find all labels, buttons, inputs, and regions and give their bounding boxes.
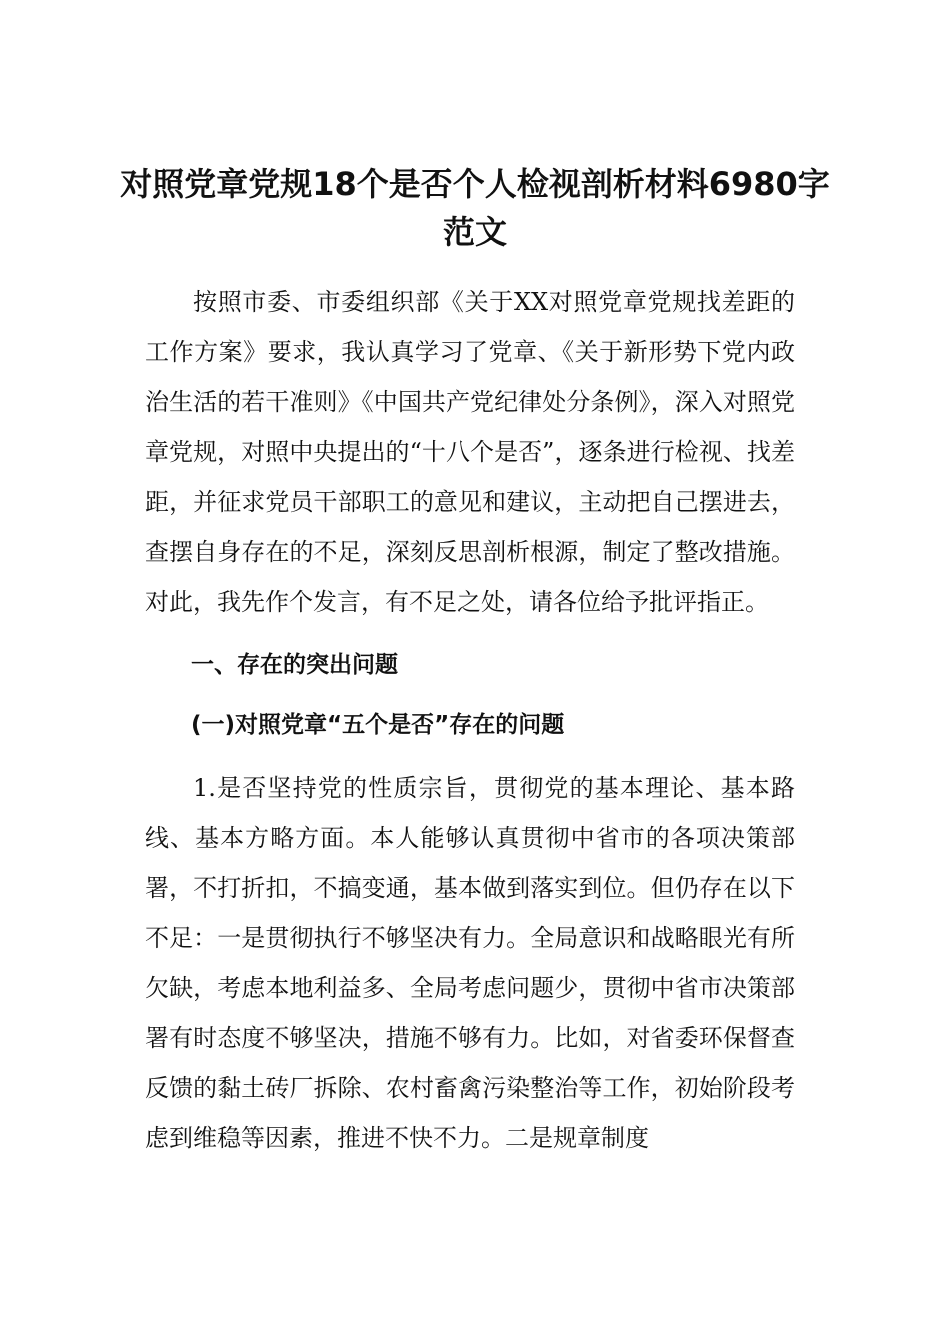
document-body (145, 277, 795, 1163)
section-heading: 一、存在的突出问题 (191, 652, 398, 678)
intro-paragraph: 按照市委、市委组织部《关于XX对照党章党规找差距的工作方案》要求，我认真学习了党章、《关于新形势下党内政治生活的若干准则》《中国共产党纪律处分条例》，深入对照党章党规，对照中央提出的“十八个是否”，逐条进行检视、找差距，并征求党员干部职工的意见和建议，主动把自己摆进去，查摆自身存在的不足，深刻反思剖析根源，制定了整改措施。对此，我先作个发言，有不足之处，请各位给予批评指正。 (145, 288, 795, 616)
spacer (145, 755, 795, 763)
item-paragraph: 1.是否坚持党的性质宗旨，贯彻党的基本理论、基本路线、基本方略方面。本人能够认真贯彻中省市的各项决策部署，不打折扣，不搞变通，基本做到落实到位。但仍存在以下不足：一是贯彻执行不够坚决有力。全局意识和战略眼光有所欠缺，考虑本地利益多、全局考虑问题少，贯彻中省市决策部署有时态度不够坚决，措施不够有力。比如，对省委环保督查反馈的黏土砖厂拆除、农村畜禽污染整治等工作，初始阶段考虑到维稳等因素，推进不快不力。二是规章制度 (145, 774, 795, 1152)
subsection-heading: (一)对照党章“五个是否”存在的问题 (191, 712, 565, 738)
spacer (145, 627, 795, 635)
document-title: 对照党章党规18个是否个人检视剖析材料6980字范文 (120, 165, 830, 251)
